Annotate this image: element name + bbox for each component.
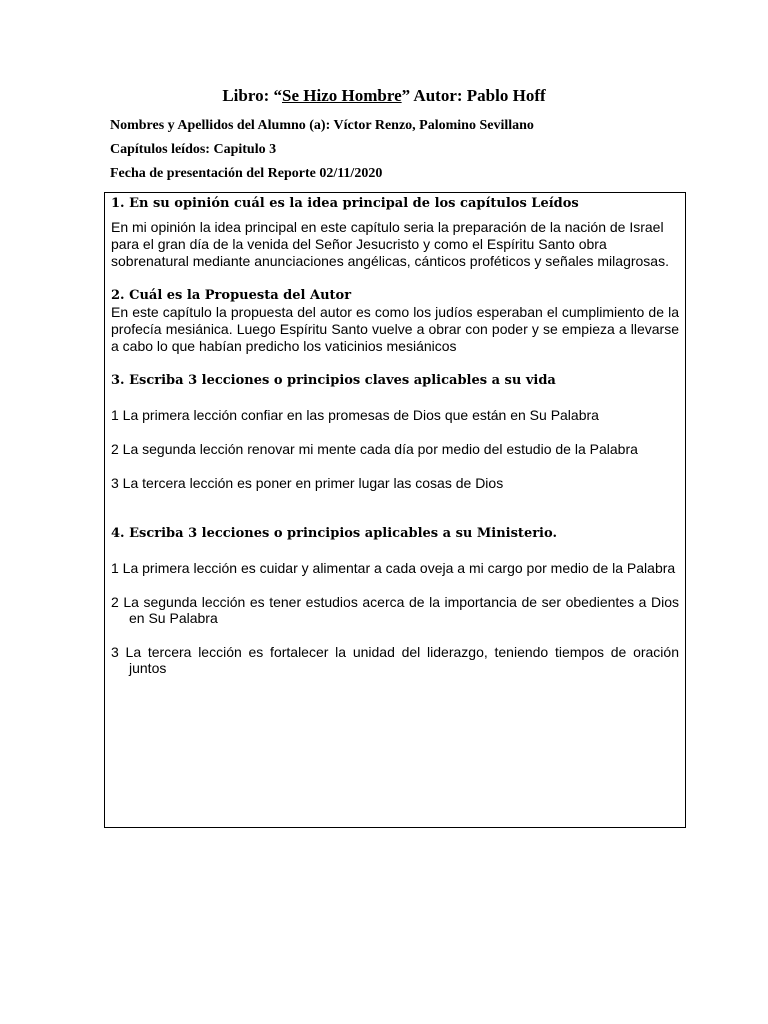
question-4-heading: 4. Escriba 3 lecciones o principios aplicables a su Ministerio. (111, 526, 557, 541)
question-2-answer: En este capítulo la propuesta del autor es como los judíos esperaban el cumplimiento de la profecía mesiánica. Luego Espíritu Santo vuelve a obrar con poder y se empieza a llevarse a cabo lo que habían predicho los vaticinios mesiánicos (111, 304, 679, 354)
document-title (0, 86, 768, 106)
question-1-heading: 1. En su opinión cuál es la idea principal de los capítulos Leídos (111, 196, 579, 211)
question-4-item-2: 2 La segunda lección es tener estudios acerca de la importancia de ser obedientes a Dios en Su Palabra (111, 594, 679, 626)
title-suffix: ” Autor: Pablo Hoff (401, 86, 546, 105)
question-4-item-3: 3 La tercera lección es fortalecer la unidad del liderazgo, teniendo tiempos de oración juntos (111, 644, 679, 676)
question-1-answer: En mi opinión la idea principal en este capítulo seria la preparación de la nación de Israel para el gran día de la venida del Señor Jesucristo y como el Espíritu Santo obra sobrenatural mediante anunciaciones angélicas, cánticos proféticos y señales milagrosas. (111, 219, 669, 269)
question-3-item-3: 3 La tercera lección es poner en primer lugar las cosas de Dios (111, 475, 504, 491)
question-3-item-1: 1 La primera lección confiar en las promesas de Dios que están en Su Palabra (111, 407, 599, 423)
question-3-item-2: 2 La segunda lección renovar mi mente cada día por medio del estudio de la Palabra (111, 441, 638, 457)
chapters-read-line: Capítulos leídos: Capitulo 3 (110, 142, 277, 157)
question-3-heading: 3. Escriba 3 lecciones o principios claves aplicables a su vida (111, 373, 556, 388)
report-box (104, 192, 686, 828)
report-date-line: Fecha de presentación del Reporte 02/11/2020 (110, 166, 383, 181)
student-name-line: Nombres y Apellidos del Alumno (a): Víctor Renzo, Palomino Sevillano (110, 118, 534, 133)
book-title: Se Hizo Hombre (282, 86, 402, 105)
question-4-item-1: 1 La primera lección es cuidar y alimentar a cada oveja a mi cargo por medio de la Palabra (111, 560, 676, 576)
title-prefix: Libro: “ (222, 86, 282, 105)
question-2-heading: 2. Cuál es la Propuesta del Autor (111, 288, 352, 303)
